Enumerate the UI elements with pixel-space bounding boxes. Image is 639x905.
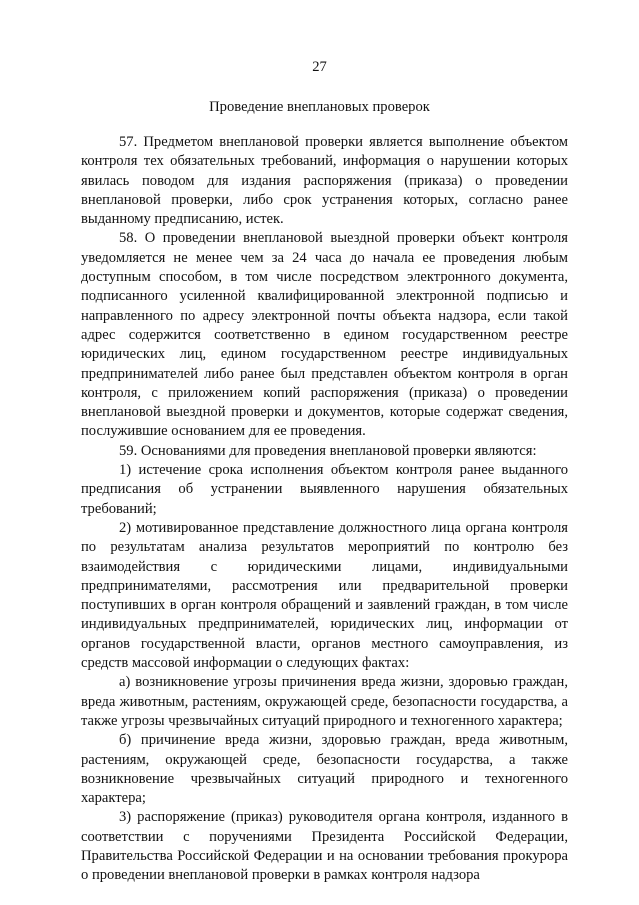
paragraph-59: 59. Основаниями для проведения внеплановой проверки являются: [119,442,537,459]
list-item-1: 1) истечение срока исполнения объектом контроля ранее выданного предписания об устранении выявленного нарушения обязательных требований; [81,462,568,517]
paragraph-58: 58. О проведении внеплановой выездной проверки объект контроля уведомляется не менее чем за 24 часа до начала ее проведения любым доступным способом, в том числе посредством электронного документа, подписанного усиленной квалифицированной электронной подписью и направленного по адресу электронной почты объекта надзора, если такой адрес содержится соответственно в едином государственном реестре юридических лиц, едином государственном реестре индивидуальных предпринимателей либо ранее был представлен объектом контроля в орган контроля, с приложением копий распоряжения (приказа) о проведении внеплановой выездной проверки и документов, которые содержат сведения, послужившие основанием для ее проведения. [81,230,568,440]
page-number: 27 [312,59,327,75]
section-title: Проведение внеплановых проверок [209,99,430,115]
paragraph-57: 57. Предметом внеплановой проверки является выполнение объектом контроля тех обязательных требований, информация о нарушении которых явилась поводом для издания распоряжения (приказа) о проведении внеплановой проверки, либо срок устранения которых, согласно ранее выданному предписанию, истек. [81,134,568,228]
sub-item-a: а) возникновение угрозы причинения вреда жизни, здоровью граждан, вреда животным, растениям, окружающей среде, безопасности государства, а также угрозы чрезвычайных ситуаций природного и техногенного характера; [81,674,568,729]
list-item-3: 3) распоряжение (приказ) руководителя органа контроля, изданного в соответствии с поручениями Президента Российской Федерации, Правительства Российской Федерации и на основании требования прокурора о проведении внеплановой проверки в рамках контроля надзора [81,809,568,884]
document-body [81,133,568,886]
list-item-2: 2) мотивированное представление должностного лица органа контроля по результатам анализа результатов мероприятий по контролю без взаимодействия с юридическими лицами, индивидуальными предпринимателями, рассмотрения или предварительной проверки поступивших в орган контроля обращений и заявлений граждан, в том числе индивидуальных предпринимателей, юридических лиц, информации от органов государственной власти, органов местного самоуправления, из средств массовой информации о следующих фактах: [81,519,568,672]
sub-item-b: б) причинение вреда жизни, здоровью граждан, вреда животным, растениям, окружающей среде, безопасности государства, а также возникновение чрезвычайных ситуаций природного и техногенного характера; [81,732,568,807]
